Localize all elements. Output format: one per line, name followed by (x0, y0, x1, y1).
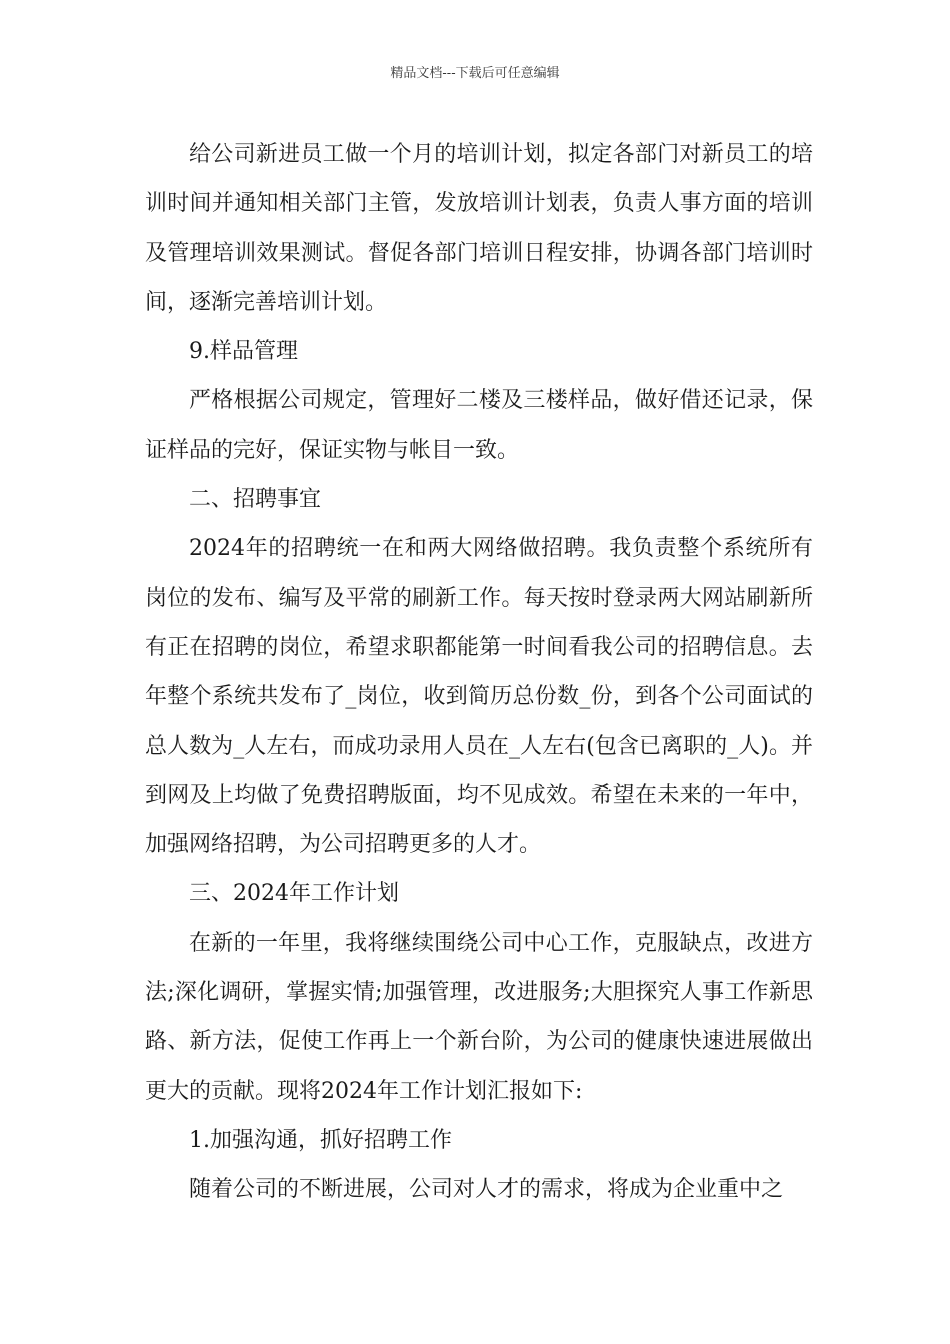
page-header: 精品文档---下载后可任意编辑 (390, 66, 560, 81)
paragraph-communication: 随着公司的不断进展，公司对人才的需求，将成为企业重中之 (189, 1177, 784, 1203)
heading-sample-management: 9.样品管理 (189, 339, 298, 365)
paragraph-sample-management: 严格根据公司规定，管理好二楼及三楼样品，做好借还记录，保证样品的完好，保证实物与帐目一致。 (145, 388, 813, 463)
heading-recruitment: 二、招聘事宜 (189, 487, 322, 513)
paragraph-recruitment: 2024年的招聘统一在和两大网络做招聘。我负责整个系统所有岗位的发布、编写及平常的刷新工作。每天按时登录两大网站刷新所有正在招聘的岗位，希望求职都能第一时间看我公司的招聘信息。去年整个系统共发布了_岗位，收到简历总份数_份，到各个公司面试的总人数为_人左右，而成功录用人员在_人左右(包含已离职的_人)。并到网及上均做了免费招聘版面，均不见成效。希望在未来的一年中，加强网络招聘，为公司招聘更多的人才。 (145, 536, 813, 858)
heading-communication: 1.加强沟通，抓好招聘工作 (189, 1127, 452, 1153)
paragraph-work-plan: 在新的一年里，我将继续围绕公司中心工作，克服缺点，改进方法;深化调研，掌握实情;加强管理，改进服务;大胆探究人事工作新思路、新方法，促使工作再上一个新台阶，为公司的健康快速进展做出更大的贡献。现将2024年工作计划汇报如下: (145, 930, 813, 1104)
paragraph-training-plan: 给公司新进员工做一个月的培训计划，拟定各部门对新员工的培训时间并通知相关部门主管，发放培训计划表，负责人事方面的培训及管理培训效果测试。督促各部门培训日程安排，协调各部门培训时间，逐渐完善培训计划。 (145, 142, 813, 315)
heading-work-plan: 三、2024年工作计划 (189, 881, 399, 907)
document-body (145, 130, 813, 1215)
